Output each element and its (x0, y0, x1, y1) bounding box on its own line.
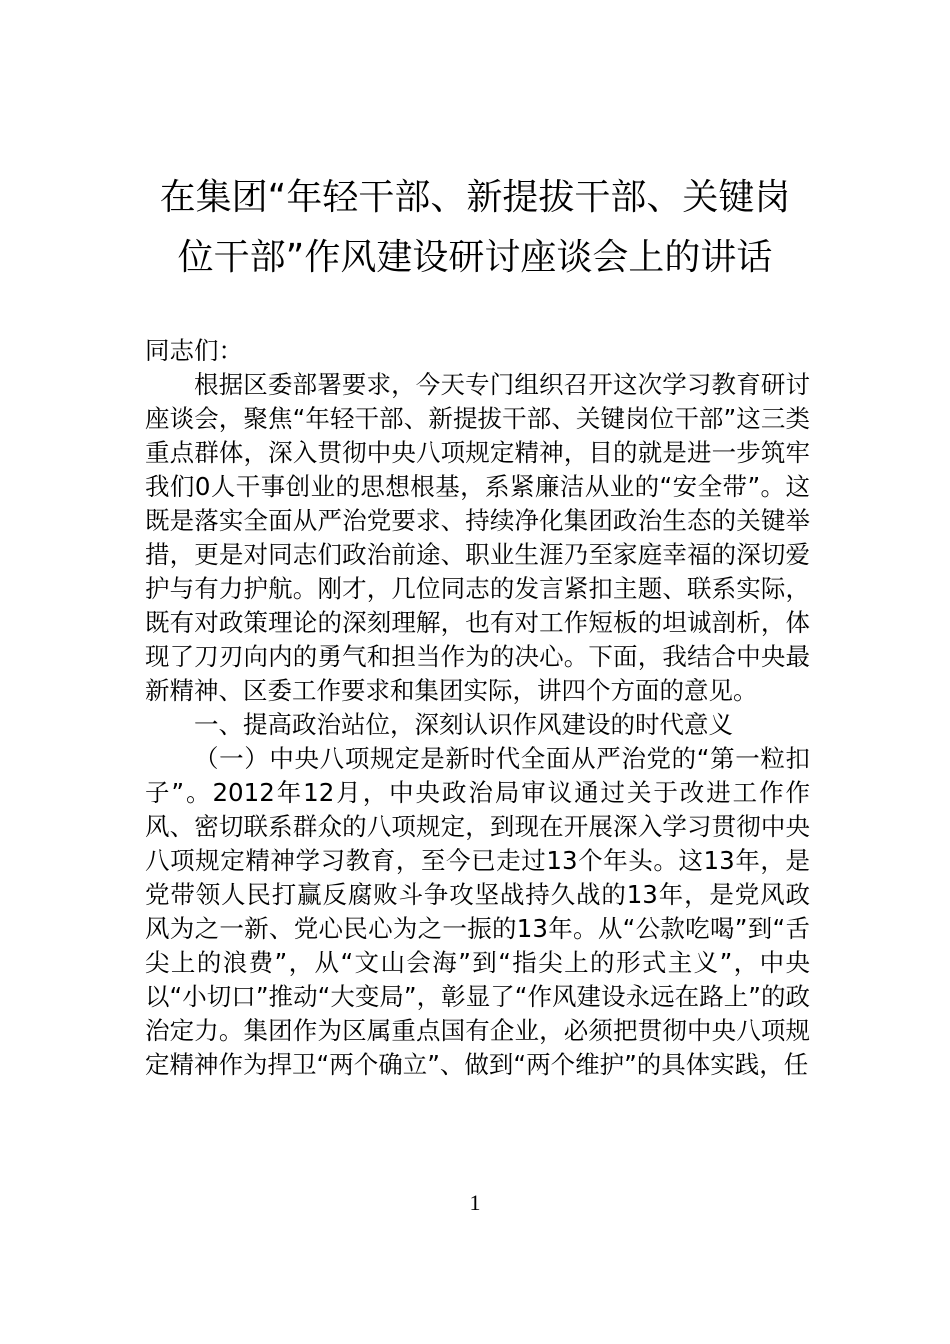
section-heading: 一、提高政治站位，深刻认识作风建设的时代意义 (194, 710, 733, 739)
page-number: 1 (469, 1190, 481, 1215)
subsection-paragraph: （一）中央八项规定是新时代全面从严治党的“第一粒扣子”。2012年12月，中央政治局审议通过关于改进工作作风、密切联系群众的八项规定，到现在开展深入学习贯彻中央八项规定精神学习教育，至今已走过13个年头。这13年，是党带领人民打赢反腐败斗争攻坚战持久战的13年，是党风政风为之一新、党心民心为之一振的13年。从“公款吃喝”到“舌尖上的浪费”，从“文山会海”到“指尖上的形式主义”，中央以“小切口”推动“大变局”，彰显了“作风建设永远在路上”的政治定力。集团作为区属重点国有企业，必须把贯彻中央八项规定精神作为捍卫“两个确立”、做到“两个维护”的具体实践，任 (145, 744, 810, 1079)
document-title (120, 168, 830, 288)
title-line-2: 位干部”作风建设研讨座谈会上的讲话 (177, 237, 773, 278)
opening-paragraph: 根据区委部署要求，今天专门组织召开这次学习教育研讨座谈会，聚焦“年轻干部、新提拔干部、关键岗位干部”这三类重点群体，深入贯彻中央八项规定精神，目的就是进一步筑牢我们0人干事创业的思想根基，系紧廉洁从业的“安全带”。这既是落实全面从严治党要求、持续净化集团政治生态的关键举措，更是对同志们政治前途、职业生涯乃至家庭幸福的深切爱护与有力护航。刚才，几位同志的发言紧扣主题、联系实际，既有对政策理论的深刻理解，也有对工作短板的坦诚剖析，体现了刀刃向内的勇气和担当作为的决心。下面，我结合中央最新精神、区委工作要求和集团实际，讲四个方面的意见。 (145, 370, 810, 705)
salutation: 同志们： (145, 336, 243, 365)
title-line-1: 在集团“年轻干部、新提拔干部、关键岗 (159, 177, 791, 218)
document-body (145, 334, 810, 1082)
